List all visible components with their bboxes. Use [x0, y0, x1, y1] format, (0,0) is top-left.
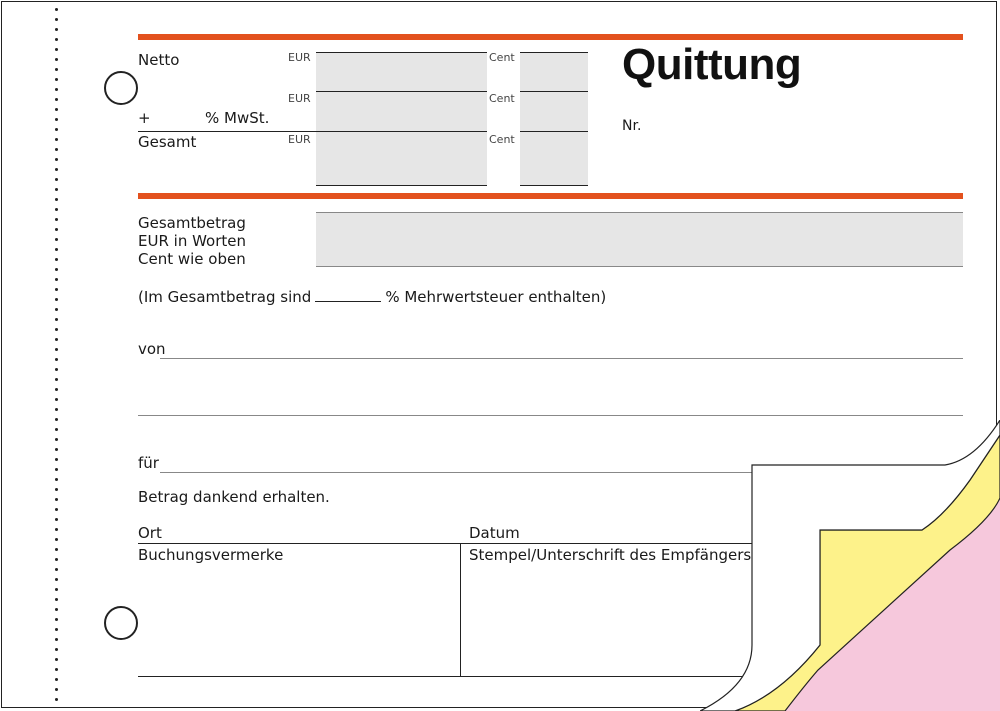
rule: [316, 185, 487, 186]
perforation-dot: [55, 178, 58, 181]
perforation-dot: [55, 468, 58, 471]
perforation-dot: [55, 238, 58, 241]
accent-bar-top: [138, 34, 963, 40]
perforation-dot: [55, 588, 58, 591]
vat-percent-blank[interactable]: [315, 301, 381, 302]
cent-label-netto: Cent: [489, 51, 515, 64]
rule: [520, 91, 588, 92]
von-line[interactable]: [160, 358, 963, 359]
ort-datum-line[interactable]: [138, 543, 753, 544]
perforation-dot: [55, 638, 58, 641]
perforation-dot: [55, 78, 58, 81]
gesamt-label: Gesamt: [138, 133, 197, 151]
perforation-dot: [55, 38, 58, 41]
perforation-dot: [55, 448, 58, 451]
perforation-dot: [55, 188, 58, 191]
rule: [520, 185, 588, 186]
vat-note-suffix: % Mehrwertsteuer enthalten): [385, 288, 607, 306]
perforation-dot: [55, 368, 58, 371]
perforation-dot: [55, 308, 58, 311]
perforation-dot: [55, 338, 58, 341]
perforation-dot: [55, 538, 58, 541]
rule: [520, 131, 588, 132]
perforation-dot: [55, 408, 58, 411]
punch-hole-bottom: [104, 606, 138, 640]
ort-label: Ort: [138, 524, 162, 542]
datum-label: Datum: [469, 524, 520, 542]
receipt-title: Quittung: [622, 40, 802, 89]
perforation-dot: [55, 648, 58, 651]
rule: [316, 266, 963, 267]
perforation-dot: [55, 478, 58, 481]
perforation-dot: [55, 598, 58, 601]
fuer-line[interactable]: [160, 472, 770, 473]
number-label: Nr.: [622, 118, 642, 134]
cent-label-gesamt: Cent: [489, 133, 515, 146]
perforation-dot: [55, 428, 58, 431]
perforation-dot: [55, 108, 58, 111]
carbon-copy-corner: [700, 420, 1000, 711]
received-text: Betrag dankend erhalten.: [138, 488, 330, 506]
perforation-dot: [55, 218, 58, 221]
gesamt-rule: [138, 131, 487, 132]
perforation-dot: [55, 388, 58, 391]
rule: [316, 91, 487, 92]
perforation-dot: [55, 128, 58, 131]
perforation-dot: [55, 198, 58, 201]
perforation-dot: [55, 8, 58, 11]
perforation-dot: [55, 158, 58, 161]
perforation-dot: [55, 548, 58, 551]
perforation-dot: [55, 148, 58, 151]
punch-hole-top: [104, 71, 138, 105]
cent-label-mwst: Cent: [489, 92, 515, 105]
gesamtbetrag-label-2: EUR in Worten: [138, 232, 247, 250]
perforation-dot: [55, 458, 58, 461]
perforation-dot: [55, 68, 58, 71]
accent-bar-middle: [138, 193, 963, 199]
perforation-dot: [55, 378, 58, 381]
perforation-dot: [55, 248, 58, 251]
perforation-dot: [55, 658, 58, 661]
perforation-dot: [55, 98, 58, 101]
perforation-dot: [55, 558, 58, 561]
section-divider: [460, 543, 461, 676]
cent-amount-field[interactable]: [520, 53, 588, 185]
perforation-dot: [55, 688, 58, 691]
eur-label-netto: EUR: [288, 51, 311, 64]
perforation-dot: [55, 18, 58, 21]
perforation-dot: [55, 418, 58, 421]
perforation-dot: [55, 298, 58, 301]
fuer-label: für: [138, 454, 159, 472]
perforation-dot: [55, 678, 58, 681]
netto-label: Netto: [138, 51, 180, 69]
perforation-dot: [55, 668, 58, 671]
rule: [316, 52, 487, 53]
perforation-dot: [55, 488, 58, 491]
von-line-2[interactable]: [138, 415, 963, 416]
plus-label: +: [138, 109, 151, 127]
rule: [520, 52, 588, 53]
perforation-dot: [55, 88, 58, 91]
perforation-dot: [55, 278, 58, 281]
mwst-label: % MwSt.: [205, 109, 270, 127]
perforation-dot: [55, 498, 58, 501]
perforation-dot: [55, 228, 58, 231]
perforation-dot: [55, 608, 58, 611]
von-label: von: [138, 340, 166, 358]
gesamtbetrag-label-1: Gesamtbetrag: [138, 214, 246, 232]
perforation-dot: [55, 138, 58, 141]
eur-label-gesamt: EUR: [288, 133, 311, 146]
vat-note-prefix: (Im Gesamtbetrag sind: [138, 288, 312, 306]
vat-note: [138, 288, 606, 306]
perforation-dot: [55, 438, 58, 441]
buchung-label: Buchungsvermerke: [138, 546, 284, 564]
perforation-dot: [55, 288, 58, 291]
perforation-dot: [55, 358, 58, 361]
perforation-dot: [55, 528, 58, 531]
perforation-dot: [55, 348, 58, 351]
perforation-dot: [55, 258, 58, 261]
perforation-dot: [55, 568, 58, 571]
perforation-dot: [55, 268, 58, 271]
perforation-dot: [55, 328, 58, 331]
perforation-dot: [55, 58, 58, 61]
perforation-dot: [55, 508, 58, 511]
perforation-dot: [55, 48, 58, 51]
amount-in-words-field[interactable]: [316, 213, 963, 266]
perforation-dot: [55, 398, 58, 401]
perforation-dot: [55, 318, 58, 321]
perforation-dot: [55, 518, 58, 521]
perforation-dot: [55, 618, 58, 621]
perforation-dot: [55, 208, 58, 211]
perforation-dot: [55, 628, 58, 631]
signature-line[interactable]: [138, 676, 744, 677]
eur-amount-field[interactable]: [316, 53, 487, 185]
rule: [316, 212, 963, 213]
perforation-dot: [55, 578, 58, 581]
perforation-dot: [55, 28, 58, 31]
eur-label-mwst: EUR: [288, 92, 311, 105]
perforation-dot: [55, 118, 58, 121]
stempel-label: Stempel/Unterschrift des Empfängers: [469, 546, 752, 564]
perforation-dot: [55, 168, 58, 171]
gesamtbetrag-label-3: Cent wie oben: [138, 250, 246, 268]
perforation-dot: [55, 698, 58, 701]
